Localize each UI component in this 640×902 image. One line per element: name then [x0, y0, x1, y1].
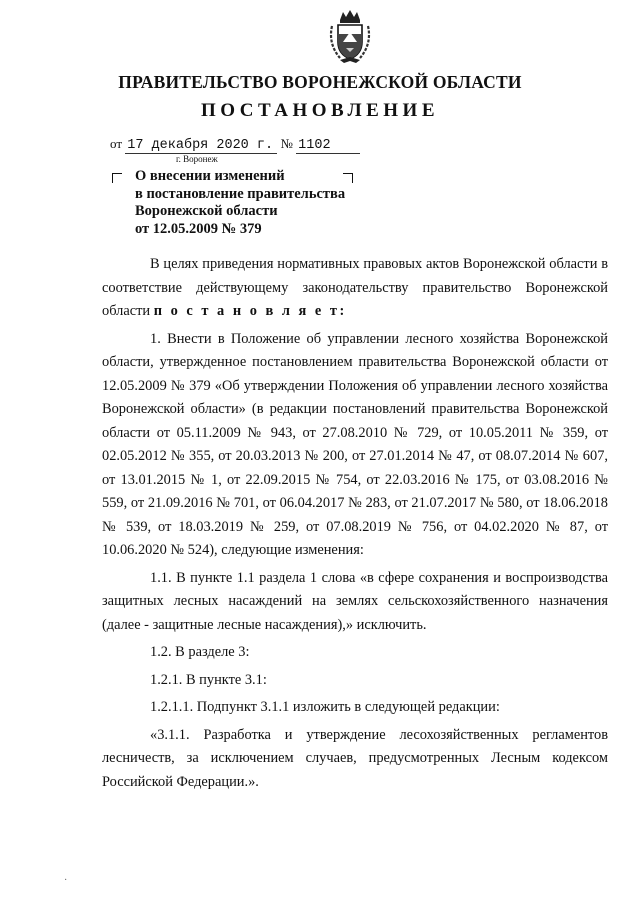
document-type: ПОСТАНОВЛЕНИЕ — [200, 100, 440, 121]
body-paragraph: «3.1.1. Разработка и утверждение лесохозяйственных регламентов лесничеств, за исключением случаев, предусмотренных Лесным кодексом Российской Федерации.». — [102, 726, 608, 790]
date-number-line — [110, 136, 360, 154]
document-number: 1102 — [296, 138, 360, 154]
body-paragraph: 1.1. В пункте 1.1 раздела 1 слова «в сфере сохранения и воспроизводства защитных лесных насаждений на землях сельскохозяйственного назначения (далее - защитные лесные насаждения),» исключить. — [102, 569, 608, 633]
document-body — [102, 253, 608, 794]
scan-mark: · — [64, 875, 68, 886]
subject-bracket-left — [112, 173, 122, 183]
city-label: г. Воронеж — [176, 154, 218, 164]
document-subject — [135, 168, 345, 238]
body-paragraph: 1.2.1. В пункте 3.1: — [150, 671, 267, 688]
preamble-text: В целях приведения нормативных правовых актов Воронежской области в соответствие действующему законодательству правительство Воронежской области — [102, 256, 608, 319]
body-paragraph: 1.2. В разделе 3: — [150, 644, 250, 660]
date-prefix: от — [110, 136, 123, 151]
subject-line: Воронежской области — [135, 203, 278, 219]
decree-word: п о с т а н о в л я е т: — [153, 303, 347, 319]
organization-name: ПРАВИТЕЛЬСТВО ВОРОНЕЖСКОЙ ОБЛАСТИ — [118, 72, 522, 92]
subject-line: в постановление правительства — [135, 185, 346, 202]
body-paragraph: 1. Внести в Положение об управлении лесного хозяйства Воронежской области, утвержденное постановлением правительства Воронежской области от 12.05.2009 № 379 «Об утверждении Положения об управлении лесного хозяйства Воронежской области» (в редакции постановлений правительства Воронежской области от 05.11.2009 № 943, от 27.08.2010 № 729, от 10.05.2011 № 359, от 02.05.2012 № 355, от 20.03.2013 № 200, от 27.01.2014 № 47, от 08.07.2014 № 607, от 13.01.2015 № 1, от 22.09.2015 № 754, от 22.03.2016 № 175, от 03.08.2016 № 559, от 21.09.2016 № 701, от 06.04.2017 № 283, от 21.07.2017 № 580, от 18.06.2018 № 539, от 18.03.2019 № 259, от 07.08.2019 № 756, от 04.02.2020 № 87, от 10.06.2020 № 524), следующие изменения: — [102, 330, 608, 558]
subject-line: О внесении изменений — [135, 168, 285, 184]
preamble-paragraph — [102, 253, 608, 324]
document-date: 17 декабря 2020 г. — [125, 138, 277, 154]
body-paragraph: 1.2.1.1. Подпункт 3.1.1 изложить в следующей редакции: — [150, 699, 500, 715]
coat-of-arms-icon — [326, 8, 374, 64]
number-prefix: № — [280, 136, 293, 151]
subject-line: от 12.05.2009 № 379 — [135, 220, 262, 237]
